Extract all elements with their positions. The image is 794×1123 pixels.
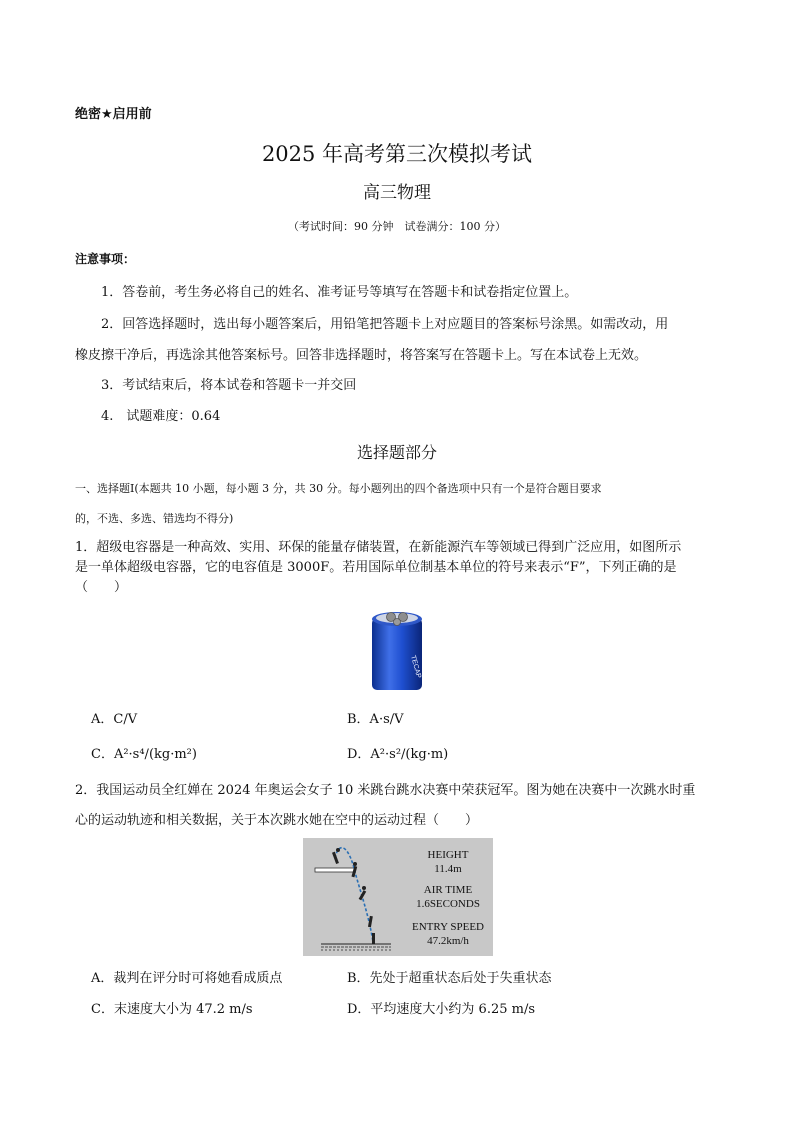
section-title: 选择题部分: [356, 443, 437, 462]
notice-item-1: 1．答卷前，考生务必将自己的姓名、准考证号等填写在答题卡和试卷指定位置上。: [101, 285, 578, 300]
q1-option-d: D．A²·s²/(kg·m): [347, 747, 449, 762]
dive-trajectory-figure: [303, 838, 493, 956]
q2-option-d: D．平均速度大小约为 6.25 m/s: [347, 1002, 536, 1017]
q2-option-c: C．末速度大小为 47.2 m/s: [91, 1002, 253, 1017]
subject-title: 高三物理: [363, 183, 431, 203]
airtime-label: AIR TIME: [423, 884, 473, 896]
q1-option-a: A．C/V: [91, 712, 138, 727]
notice-item-4: 4. 试题难度：0.64: [101, 409, 221, 424]
section-intro: 一、选择题Ⅰ(本题共 10 小题，每小题 3 分，共 30 分。每小题列出的四个备选项中只有一个是符合题目要求: [75, 482, 602, 495]
notice-item-3: 3．考试结束后，将本试卷和答题卡一并交回: [101, 378, 357, 393]
exam-info: （考试时间：90 分钟 试卷满分：100 分）: [288, 220, 506, 233]
confidential-mark: 绝密★启用前: [75, 107, 152, 122]
height-value: 11.4m: [434, 863, 462, 875]
q2-stem: 2．我国运动员全红婵在 2024 年奥运会女子 10 米跳台跳水决赛中荣获冠军。图为她在决赛中一次跳水时重: [75, 783, 696, 798]
airtime-value: 1.6SECONDS: [416, 898, 480, 910]
notice-item-2-cont: 橡皮擦干净后，再选涂其他答案标号。回答非选择题时，将答案写在答题卡上。写在本试卷上无效。: [75, 348, 648, 363]
q1-option-b: B．A·s/V: [347, 712, 404, 727]
notice-heading: 注意事项：: [75, 252, 136, 266]
entry-speed-label: ENTRY SPEED: [411, 921, 484, 933]
supercapacitor-image: [362, 608, 432, 692]
exam-title: 2025 年高考第三次模拟考试: [261, 142, 533, 166]
entry-speed-value: 47.2km/h: [427, 935, 469, 947]
height-label: HEIGHT: [427, 849, 469, 861]
q1-stem: 1．超级电容器是一种高效、实用、环保的能量存储装置，在新能源汽车等领域已得到广泛应用，如图所示: [75, 540, 682, 555]
notice-item-2: 2．回答选择题时，选出每小题答案后，用铅笔把答题卡上对应题目的答案标号涂黑。如需改动，用: [101, 317, 669, 332]
q2-option-b: B．先处于超重状态后处于失重状态: [347, 971, 552, 986]
q1-option-c: C．A²·s⁴/(kg·m²): [91, 747, 197, 762]
q1-stem-cont: 是一单体超级电容器，它的电容值是 3000F。若用国际单位制基本单位的符号来表示“F”，下列正确的是: [75, 560, 677, 575]
q1-blank: （ ）: [75, 580, 128, 595]
capacitor-label: TECAP: [409, 654, 422, 680]
section-intro-cont: 的，不选、多选、错选均不得分): [75, 512, 234, 525]
q2-option-a: A．裁判在评分时可将她看成质点: [91, 971, 283, 986]
q2-stem-cont: 心的运动轨迹和相关数据，关于本次跳水她在空中的运动过程（ ）: [75, 813, 479, 828]
